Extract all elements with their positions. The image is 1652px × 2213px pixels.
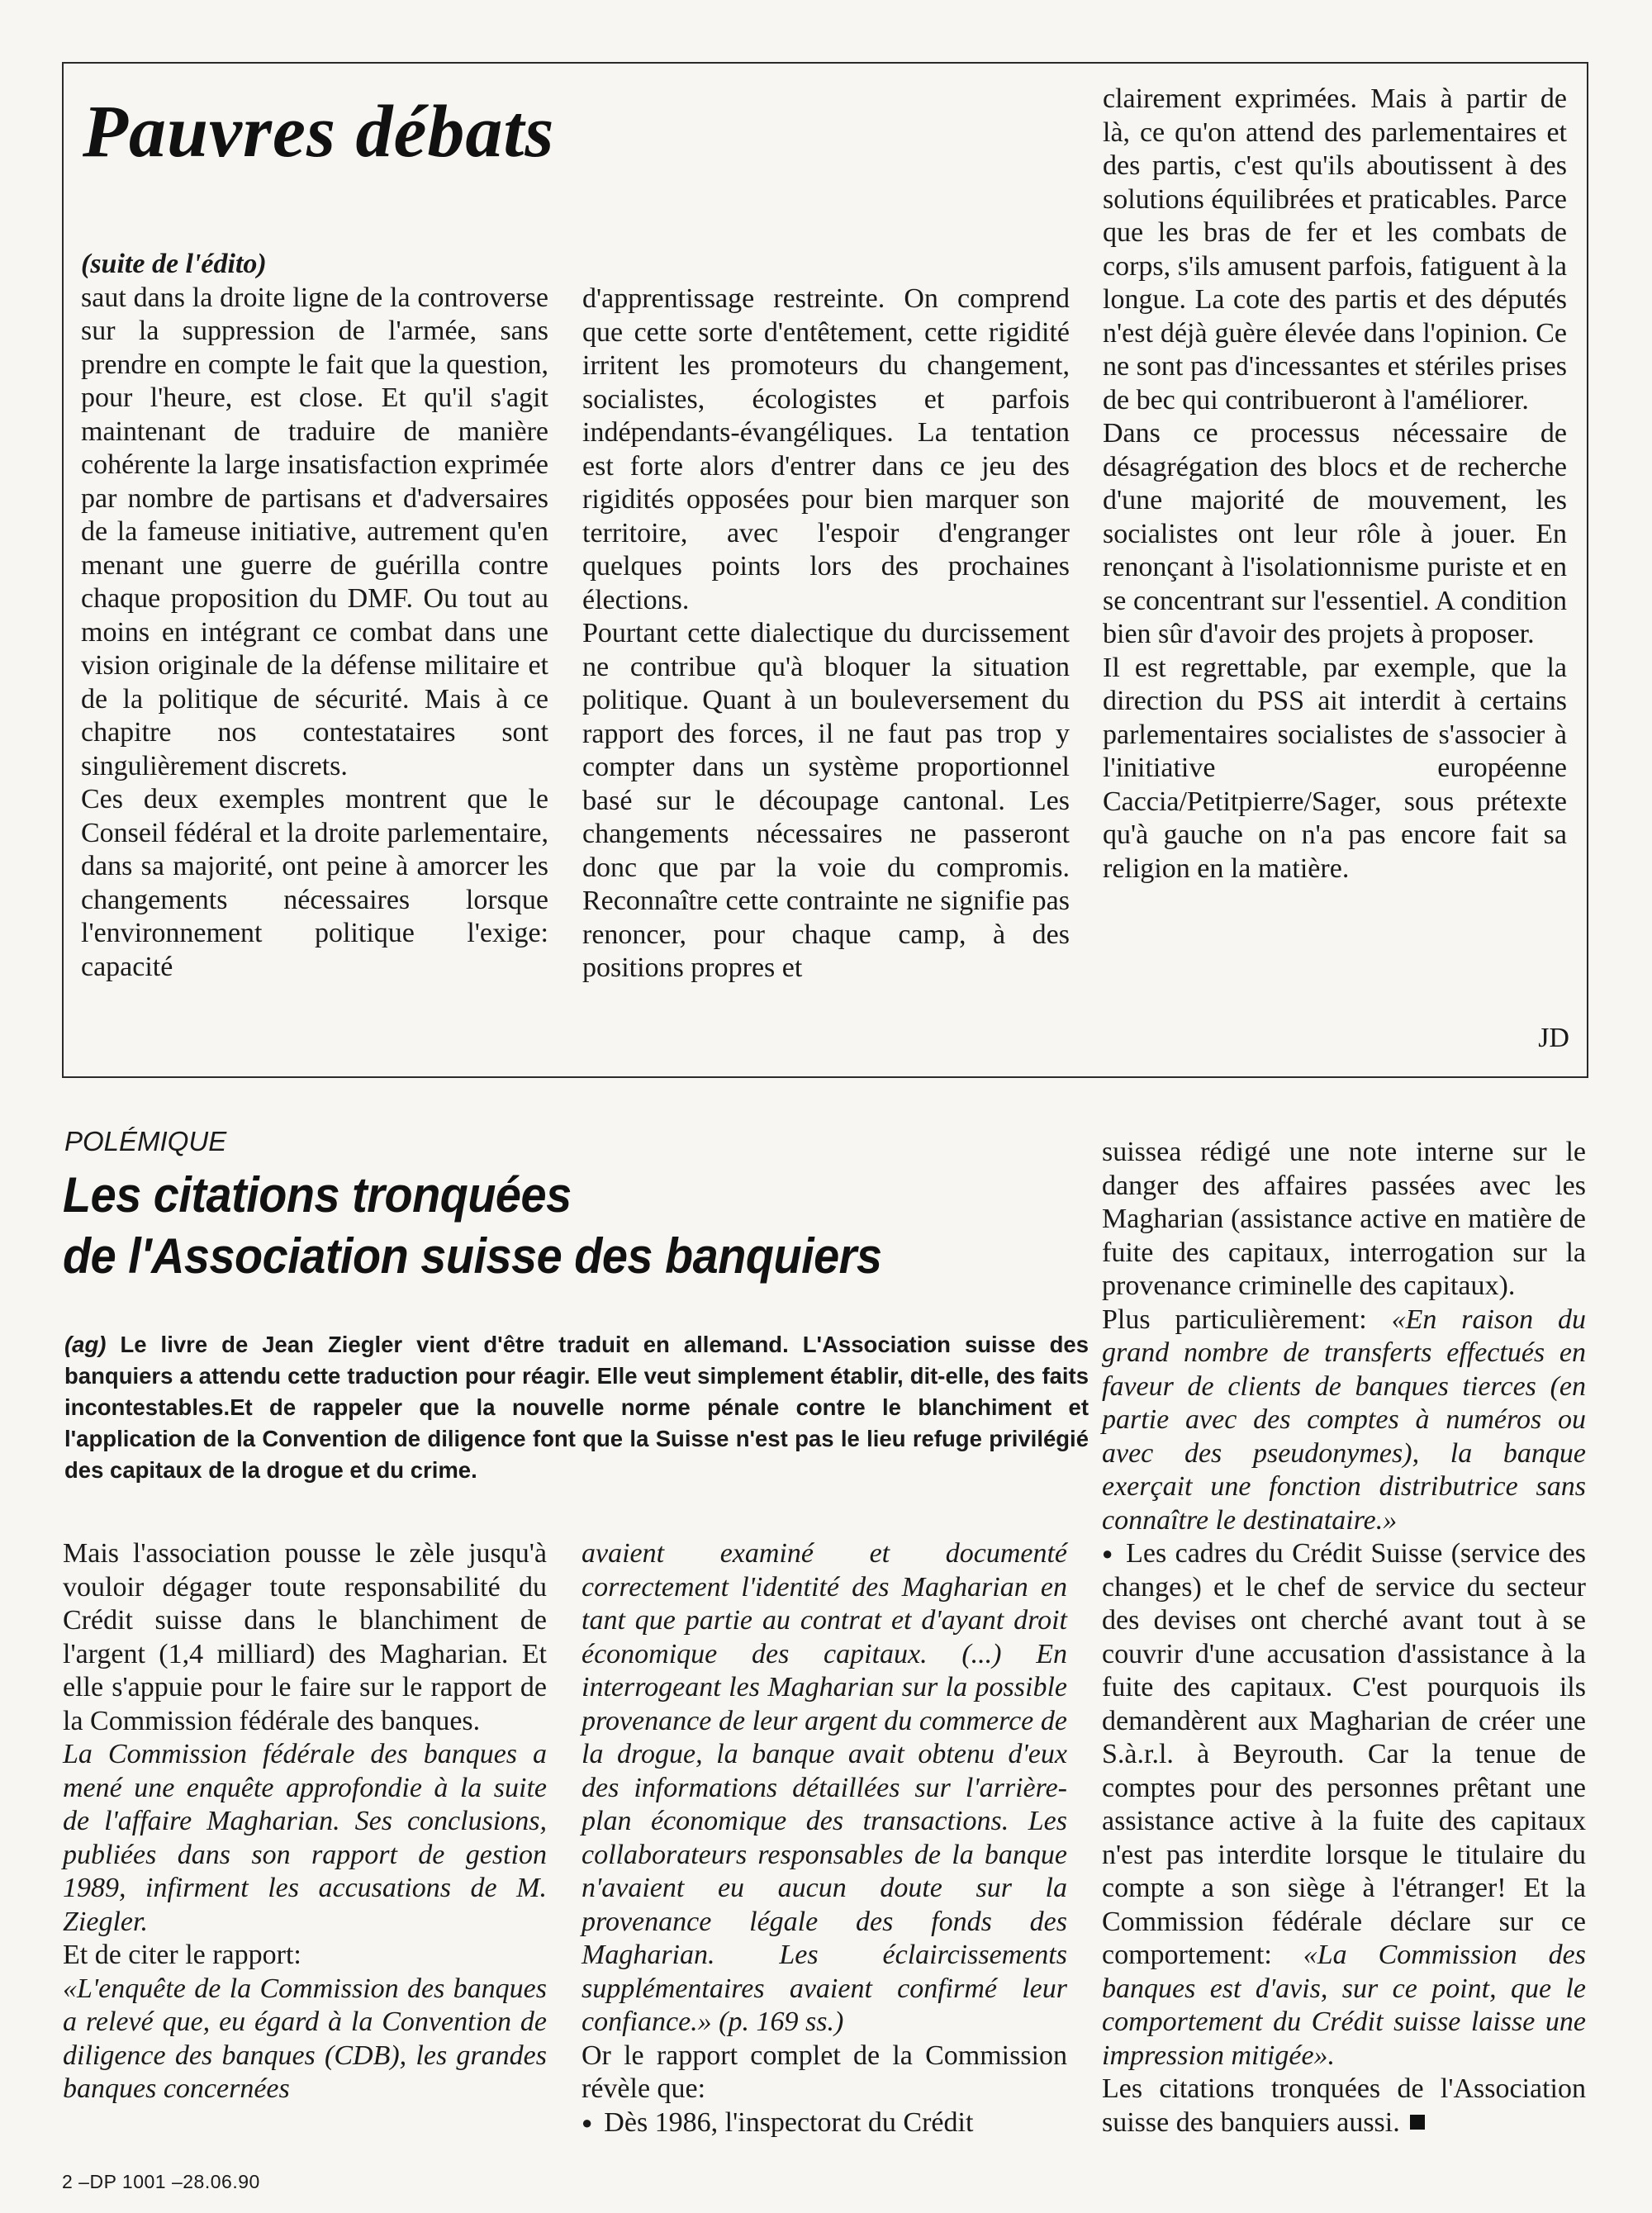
headline-line-2: de l'Association suisse des banquiers [63,1228,882,1284]
editorial-paragraph: Pourtant cette dialectique du durcissement ne contribue qu'à bloquer la situation politique. Quant à un bouleversement du rapport des forces, il ne faut pas trop y compter dans un système proportionnel basé sur le découpage cantonal. Les changements nécessaires ne passeront donc que par la voie du compromis. Reconnaître cette contrainte ne signifie pas renoncer, pour chaque camp, à des positions propres et [582,618,1070,983]
editorial-title: Pauvres débats [83,91,555,173]
lead-author-tag: (ag) [64,1332,107,1357]
bullet-text: Dès 1986, l'inspectorat du Crédit [604,2106,974,2138]
lead-text: Le livre de Jean Ziegler vient d'être traduit en allemand. L'Association suisse des banquiers a attendu cette traduction pour réagir. Elle veut simplement établir, dit-elle, des faits incontestables.Et de rappeler que la nouvelle norme pénale contre le blanchiment et l'application de la Convention de diligence font que la Suisse n'est pas le lieu refuge privilégié des capitaux de la drogue et du crime. [64,1332,1089,1483]
headline-line-1: Les citations tronquées [63,1167,572,1223]
editorial-column-3 [1103,83,1567,886]
end-mark-icon [1410,2115,1425,2130]
editorial-paragraph: Dans ce processus nécessaire de désagrégation des blocs et de recherche d'une majorité de mouvement, les socialistes ont leur rôle à jouer. En renonçant à l'isolationnisme puriste et en se concentrant sur l'essentiel. A condition bien sûr d'avoir des projets à proposer. [1103,418,1567,649]
article-quote: «En raison du grand nombre de transferts effectués en faveur de clients de banques tierces (en partie avec des comptes à numéros ou avec des pseudonymes), la banque exerçait une fonction distributrice sans connaître le destinataire.» [1102,1304,1586,1536]
editorial-signature: JD [1538,1023,1569,1053]
page-footer [62,2171,260,2193]
article-rubric: POLÉMIQUE [64,1126,227,1156]
article-bullet-item [1102,1537,1586,2073]
editorial-kicker: (suite de l'édito) [81,249,267,279]
article-paragraph: Mais l'association pousse le zèle jusqu'à vouloir dégager toute responsabilité du Crédit suisse dans le blanchiment de l'argent (1,4 milliard) des Magharian. Et elle s'appuie pour le faire sur le rapport de la Commission fédérale des banques. [63,1538,547,1736]
article-bullet-item [582,2106,1067,2140]
article-quote: «La Commission des banques est d'avis, sur ce point, que le comportement du Crédit suisse laisse une impression mitigée». [1102,1940,1587,2071]
article-lead [64,1329,1089,1486]
article-column-2 [582,1537,1067,2139]
article-paragraph: Et de citer le rapport: [63,1940,301,1970]
article-headline [63,1165,1015,1287]
issue-number: – DP 1001 [73,2171,166,2192]
article-paragraph: Or le rapport complet de la Commission révèle que: [582,2040,1067,2104]
article-citation-ref: (p. 169 ss.) [711,2006,844,2037]
editorial-column-1 [81,248,548,984]
editorial-paragraph: Il est regrettable, par exemple, que la direction du PSS ait interdit à certains parlementaires socialistes de s'associer à l'initiative européenne Caccia/Petitpierre/Sager, sous prétexte qu'à gauche on n'a pas encore fait sa religion en la matière. [1103,652,1567,884]
article-quote: avaient examiné et documenté correctement l'identité des Magharian en tant que partie au contrat et d'ayant droit économique des capitaux. (...) En interrogeant les Magharian sur la possible provenance de leur argent du commerce de la drogue, la banque avait obtenu d'eux des informations détaillées sur l'arrière-plan économique des transactions. Les collaborateurs responsables de la banque n'avaient eu aucun doute sur la provenance légale des fonds des Magharian. Les éclaircissements supplémentaires avaient confirmé leur confiance.» [582,1538,1067,2037]
editorial-paragraph: clairement exprimées. Mais à partir de là, ce qu'on attend des parlementaires et des partis, c'est qu'ils aboutissent à des solutions équilibrées et praticables. Parce que les bras de fer et les combats de corps, s'ils amusent parfois, fatiguent à la longue. La cote des partis et des députés n'est déjà guère élevée dans l'opinion. Ce ne sont pas d'incessantes et stériles prises de bec qui contribueront à l'améliorer. [1103,83,1567,416]
article-quote: «L'enquête de la Commission des banques a relevé que, eu égard à la Convention de diligence des banques (CDB), les grandes banques concernées [63,1973,547,2104]
article-column-3 [1102,1136,1586,2139]
article-column-1 [63,1537,547,2106]
page-number: 2 [62,2171,74,2192]
article-quote: La Commission fédérale des banques a mené une enquête approfondie à la suite de l'affaire Magharian. Ses conclusions, publiées dans son rapport de gestion 1989, infirment les accusations de M. Ziegler. [63,1739,547,1937]
bullet-text: Les cadres du Crédit Suisse (service des changes) et le chef de service du secteur des devises ont cherché avant tout à se couvrir d'une accusation d'assistance à la fuite des capitaux. C'est pourquois ils demandèrent aux Magharian de créer une S.à.r.l. à Beyrouth. Car la tenue de comptes pour des personnes prêtant une assistance active à la fuite des capitaux n'est pas interdite lorsque le titulaire du compte a son siège à l'étranger! Et la Commission fédérale déclare sur ce comportement: [1102,1538,1586,1970]
article-text: Plus particulièrement: [1102,1304,1392,1335]
article-quote-block [582,1537,1067,2040]
article-paragraph [1102,1304,1586,1538]
editorial-paragraph: d'apprentissage restreinte. On comprend que cette sorte d'entêtement, cette rigidité irritent les promoteurs du changement, socialistes, écologistes et parfois indépendants-évangéliques. La tentation est forte alors d'entrer dans ce jeu des rigidités opposées pour bien marquer son territoire, avec l'espoir d'engranger quelques points lors des prochaines élections. [582,283,1070,615]
issue-date: – 28.06.90 [166,2171,260,2192]
editorial-paragraph: Ces deux exemples montrent que le Conseil fédéral et la droite parlementaire, dans sa majorité, ont peine à amorcer les changements nécessaires lorsque l'environnement politique l'exige: capacité [81,784,548,982]
editorial-column-2 [582,283,1070,985]
article-closing-text: Les citations tronquées de l'Association suisse des banquiers aussi. [1102,2073,1586,2138]
article-paragraph: suissea rédigé une note interne sur le danger des affaires passées avec les Magharian (assistance active en matière de fuite des capitaux, interrogation sur la provenance criminelle des capitaux). [1102,1137,1586,1301]
article-paragraph [1102,2073,1586,2139]
editorial-paragraph: saut dans la droite ligne de la controverse sur la suppression de l'armée, sans prendre en compte le fait que la question, pour l'heure, est close. Et qu'il s'agit maintenant de traduire de manière cohérente la large insatisfaction exprimée par nombre de partisans et d'adversaires de la fameuse initiative, autrement qu'en menant une guerre de guérilla contre chaque proposition du DMF. Ou tout au moins en intégrant ce combat dans une vision originale de la défense militaire et de la politique de sécurité. Mais à ce chapitre nos contestataires sont singulièrement discrets. [81,282,548,781]
